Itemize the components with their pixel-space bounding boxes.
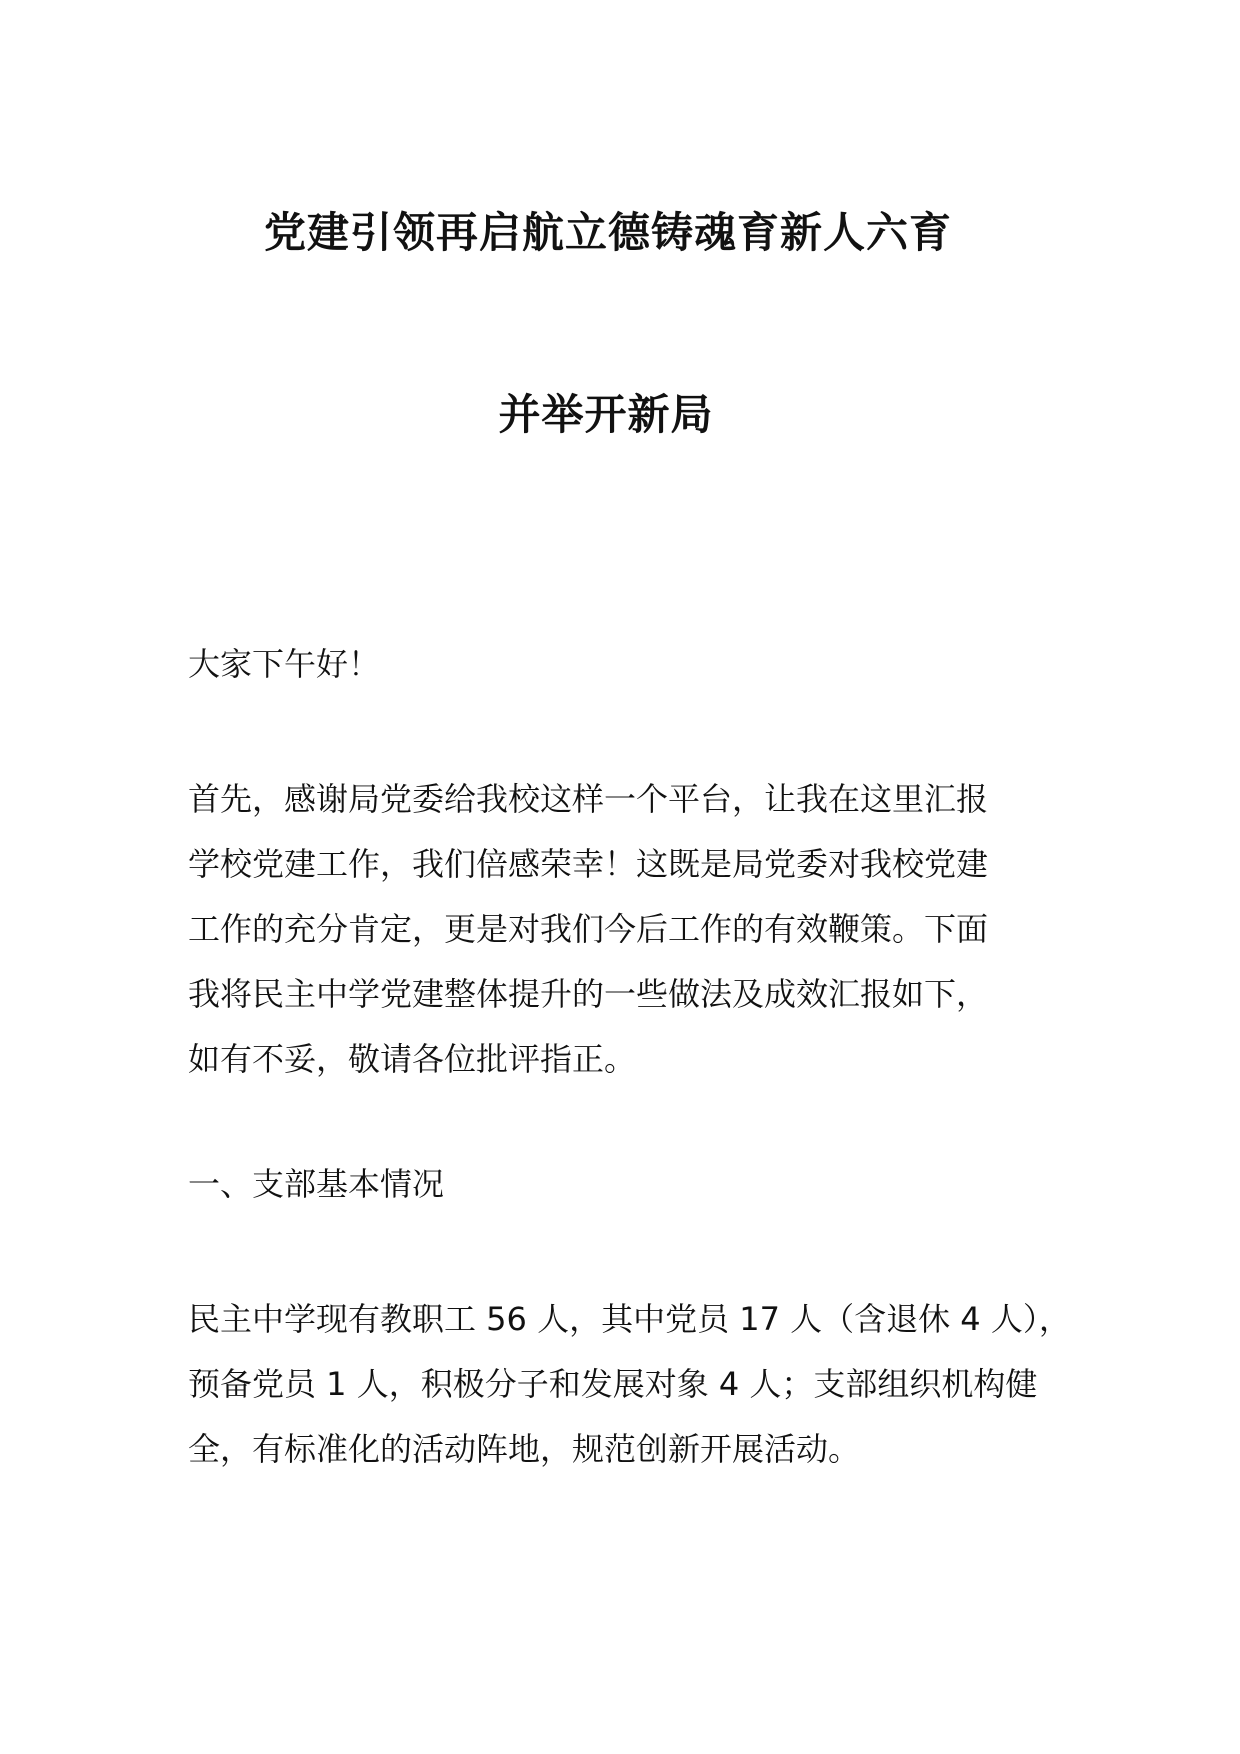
paragraph-line: 民主中学现有教职工 56 人，其中党员 17 人（含退休 4 人）， <box>188 1300 1071 1338</box>
paragraph-line: 预备党员 1 人，积极分子和发展对象 4 人；支部组织机构健 <box>188 1365 1038 1403</box>
paragraph-line: 如有不妥，敬请各位批评指正。 <box>188 1040 637 1078</box>
paragraph-line: 工作的充分肯定，更是对我们今后工作的有效鞭策。下面 <box>188 910 989 948</box>
section-heading: 一、支部基本情况 <box>188 1165 445 1203</box>
paragraph-line: 学校党建工作，我们倍感荣幸！这既是局党委对我校党建 <box>188 845 989 883</box>
intro-paragraph <box>188 767 1068 1092</box>
document-title-line-2: 并举开新局 <box>498 390 714 439</box>
paragraph-line: 全，有标准化的活动阵地，规范创新开展活动。 <box>188 1430 861 1468</box>
branch-info-paragraph <box>188 1287 1071 1482</box>
paragraph-line: 首先，感谢局党委给我校这样一个平台，让我在这里汇报 <box>188 780 989 818</box>
paragraph-line: 我将民主中学党建整体提升的一些做法及成效汇报如下， <box>188 975 989 1013</box>
document-title-line-1: 党建引领再启航立德铸魂育新人六育 <box>263 208 952 257</box>
greeting-text: 大家下午好！ <box>188 645 381 683</box>
